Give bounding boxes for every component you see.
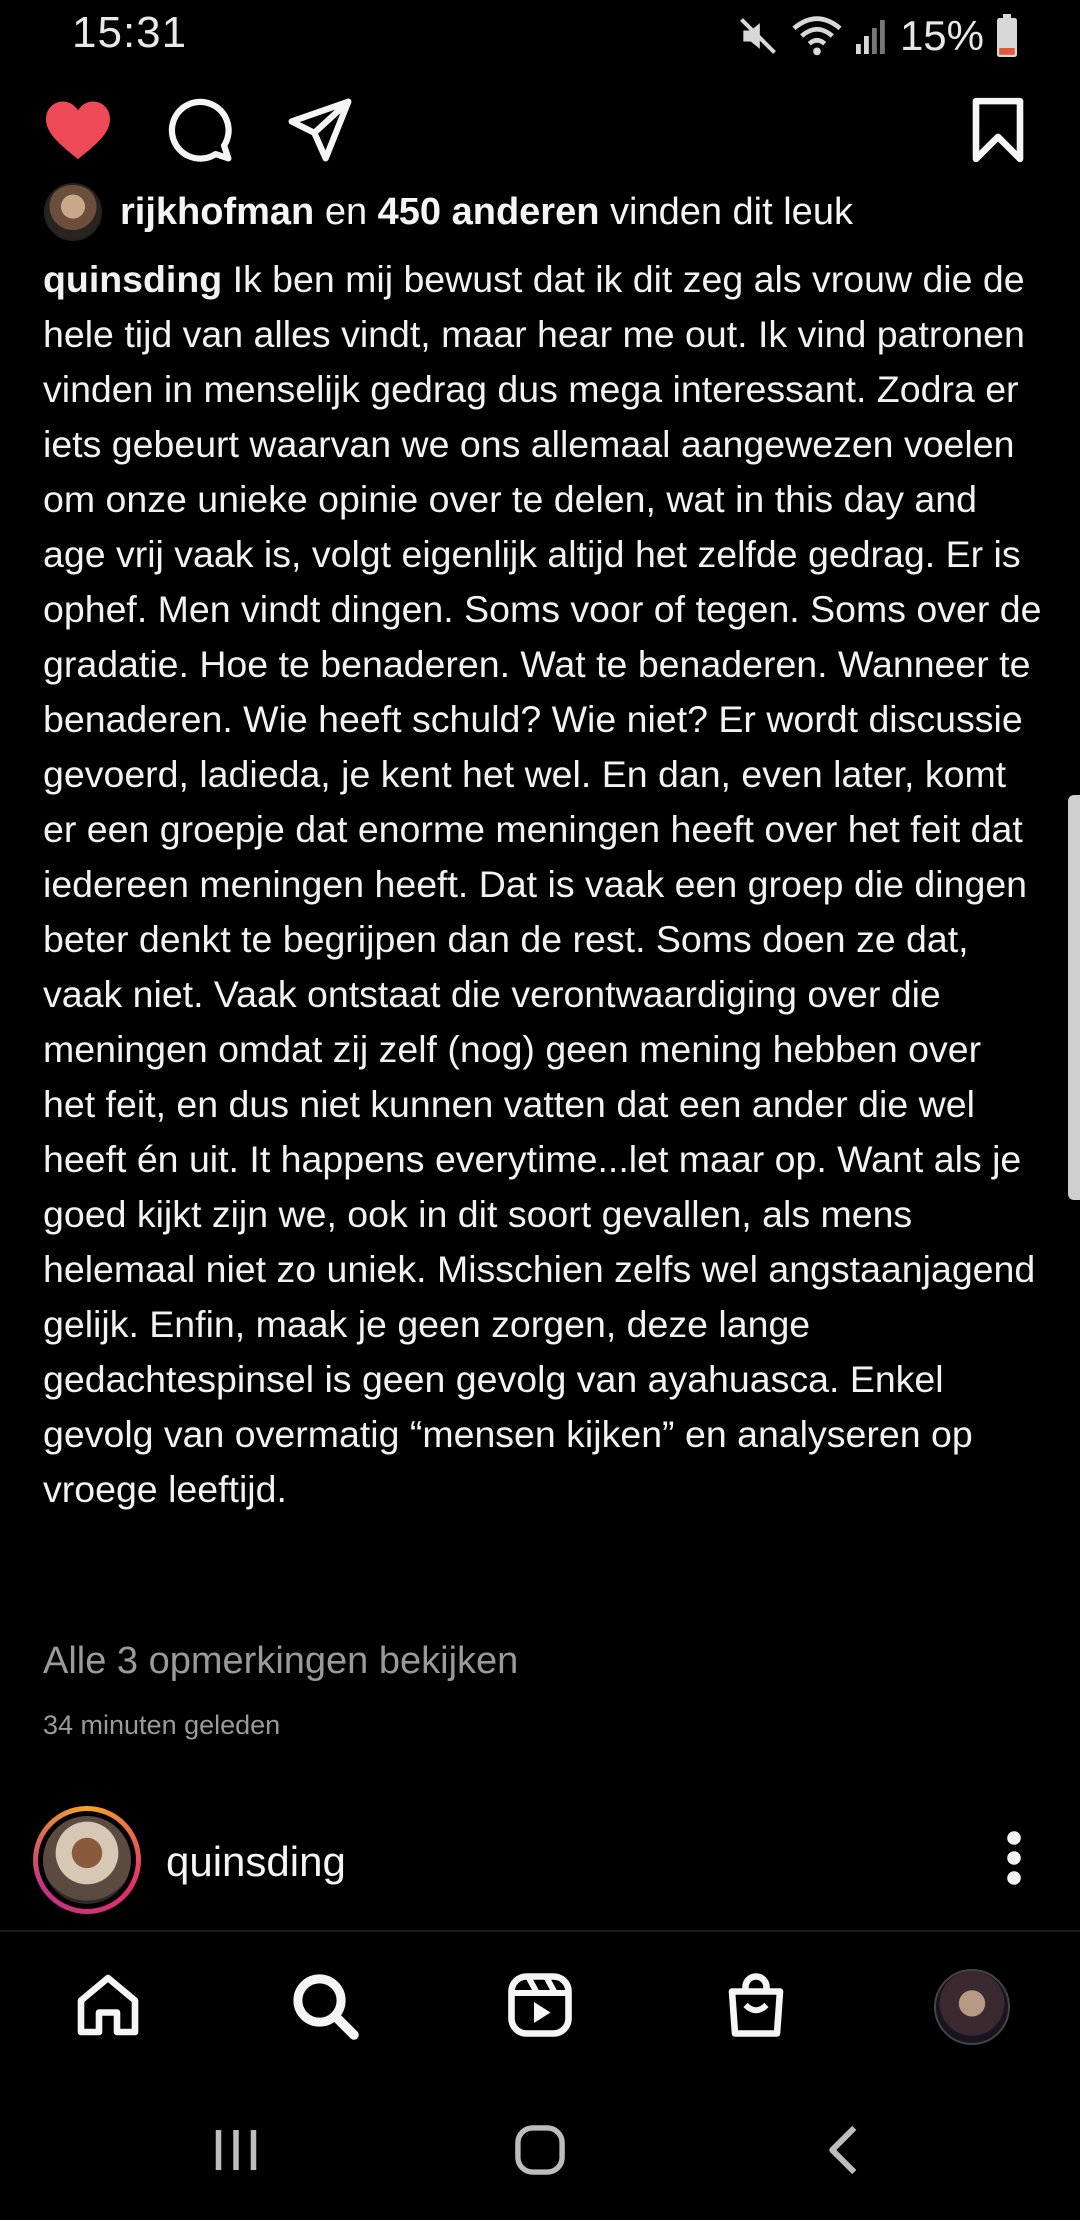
status-icons — [736, 10, 1018, 62]
shop-icon — [720, 1969, 792, 2046]
status-bar — [0, 0, 1080, 72]
back-button[interactable] — [792, 2112, 892, 2192]
save-button[interactable] — [956, 72, 1040, 192]
home-icon — [72, 1969, 144, 2046]
profile-avatar — [934, 1969, 1010, 2045]
back-icon — [822, 2123, 862, 2182]
likes-summary[interactable] — [44, 180, 853, 244]
status-time: 15:31 — [72, 8, 188, 57]
story-avatar[interactable] — [33, 1806, 141, 1914]
reels-icon — [504, 1969, 576, 2046]
nav-home-button[interactable] — [58, 1962, 158, 2052]
likes-connector: en — [324, 190, 368, 233]
battery-icon — [996, 14, 1018, 58]
scrollbar-thumb[interactable] — [1068, 795, 1080, 1200]
home-button-icon — [513, 2123, 567, 2182]
comment-icon — [166, 96, 234, 169]
more-vertical-icon — [1006, 1830, 1022, 1891]
next-post-header — [0, 1800, 1080, 1920]
system-nav-bar — [0, 2082, 1080, 2220]
caption-username[interactable]: quinsding — [43, 258, 223, 300]
system-home-button[interactable] — [490, 2112, 590, 2192]
more-options-button[interactable] — [984, 1820, 1044, 1900]
likes-others-count[interactable]: 450 anderen — [377, 190, 600, 233]
bottom-nav — [0, 1932, 1080, 2082]
view-comments-link[interactable]: Alle 3 opmerkingen bekijken — [43, 1640, 519, 1682]
like-button[interactable] — [36, 72, 120, 192]
share-icon — [286, 96, 354, 169]
liker-avatar[interactable] — [44, 183, 102, 241]
signal-icon — [854, 16, 888, 56]
post-action-row — [0, 72, 1080, 192]
next-post-username[interactable]: quinsding — [166, 1838, 346, 1885]
wifi-icon — [792, 14, 842, 58]
post-caption — [43, 252, 1043, 1517]
caption-text: Ik ben mij bewust dat ik dit zeg als vrouw die de hele tijd van alles vindt, maar hear me out. Ik vind patronen vinden in menselijk gedrag dus mega interessant. Zodra er iets gebeurt waarvan we ons allemaal aangewezen voelen om onze unieke opinie over te delen, wat in this day and age vrij vaak is, volgt eigenlijk altijd het zelfde gedrag. Er is ophef. Men vindt dingen. Soms voor of tegen. Soms over de gradatie. Hoe te benaderen. Wat te benaderen. Wanneer te benaderen. Wie heeft schuld? Wie niet? Er wordt discussie gevoerd, ladieda, je kent het wel. En dan, even later, komt er een groepje dat enorme meningen heeft over het feit dat iedereen meningen heeft. Dat is vaak een groep die dingen beter denkt te begrijpen dan de rest. Soms doen ze dat, vaak niet. Vaak ontstaat die verontwaardiging over die meningen omdat zij zelf (nog) geen mening hebben over het feit, en dus niet kunnen vatten dat een ander die wel heeft én uit. It happens everytime...let maar op. Want als je goed kijkt zijn we, ook in dit soort gevallen, als mens helemaal niet zo uniek. Misschien zelfs wel angstaanjagend gelijk. Enfin, maak je geen zorgen, deze lange gedachtespinsel is geen gevolg van ayahuasca. Enkel gevolg van overmatig “mensen kijken” en analyseren op vroege leeftijd. — [43, 258, 1042, 1510]
nav-reels-button[interactable] — [490, 1962, 590, 2052]
battery-percent: 15% — [899, 12, 984, 59]
likes-suffix: vinden dit leuk — [610, 190, 853, 233]
search-icon — [288, 1969, 360, 2046]
heart-filled-icon — [42, 98, 114, 167]
mute-icon — [736, 14, 780, 58]
bookmark-icon — [969, 97, 1027, 168]
recent-apps-icon — [211, 2125, 261, 2180]
nav-profile-button[interactable] — [922, 1962, 1022, 2052]
likes-text — [120, 191, 853, 234]
avatar — [43, 1816, 131, 1904]
nav-search-button[interactable] — [274, 1962, 374, 2052]
post-timestamp: 34 minuten geleden — [43, 1710, 281, 1740]
liker-username[interactable]: rijkhofman — [120, 190, 315, 233]
nav-shop-button[interactable] — [706, 1962, 806, 2052]
recent-apps-button[interactable] — [186, 2112, 286, 2192]
comment-button[interactable] — [158, 72, 242, 192]
share-button[interactable] — [278, 72, 362, 192]
